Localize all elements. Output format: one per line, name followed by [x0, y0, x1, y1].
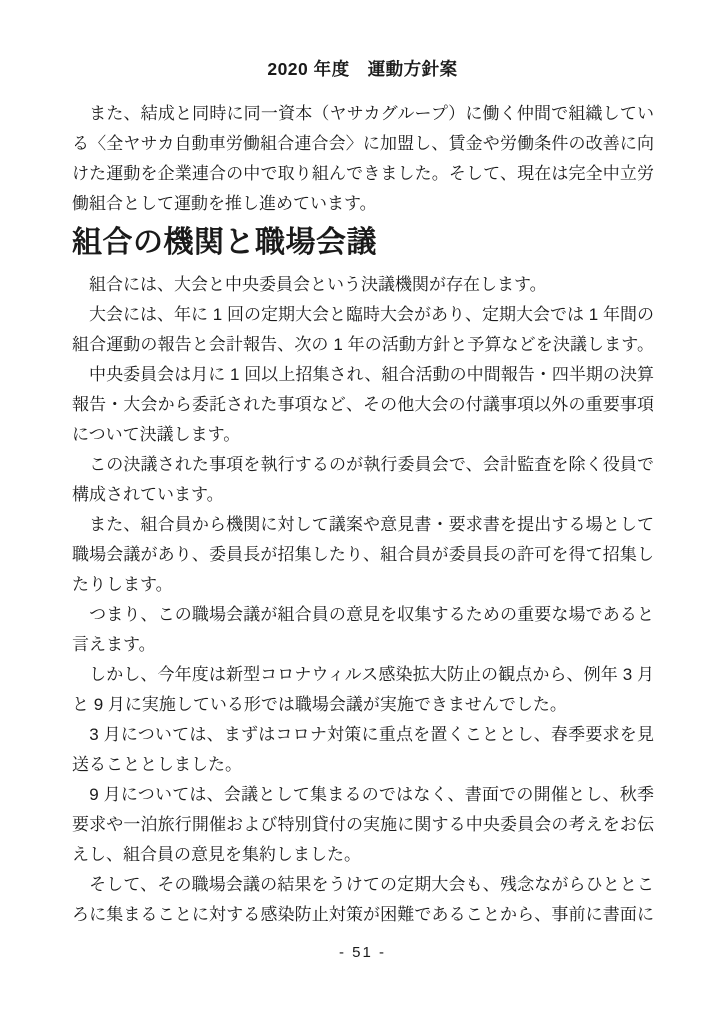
- paragraph: [72, 600, 654, 660]
- document-body: [72, 99, 654, 930]
- paragraph: [72, 660, 654, 720]
- paragraph-line: について決議します。: [72, 425, 241, 444]
- paragraph-line: ろに集まることに対する感染防止対策が困難であることから、事前に書面に: [72, 905, 654, 924]
- paragraph-line: けた運動を企業連合の中で取り組んできました。そして、現在は完全中立労: [72, 164, 654, 183]
- paragraph-line: る〈全ヤサカ自動車労働組合連合会〉に加盟し、賃金や労働条件の改善に向: [72, 134, 654, 153]
- paragraph-line: 組合には、大会と中央委員会という決議機関が存在します。: [72, 275, 547, 294]
- paragraph: [72, 870, 654, 930]
- document-title: 2020 年度 運動方針案: [267, 59, 458, 79]
- paragraph-line: 送ることとしました。: [72, 755, 242, 774]
- paragraph-line: 言えます。: [72, 635, 156, 654]
- page-number: - 51 -: [338, 944, 386, 961]
- paragraph-line: 大会には、年に 1 回の定期大会と臨時大会があり、定期大会では 1 年間の: [72, 305, 654, 324]
- paragraph: [72, 270, 654, 300]
- paragraph: [72, 360, 654, 450]
- paragraph-line: 3 月については、まずはコロナ対策に重点を置くこととし、春季要求を見: [72, 725, 654, 744]
- paragraph-line: また、組合員から機関に対して議案や意見書・要求書を提出する場として: [72, 515, 654, 534]
- paragraph-line: 中央委員会は月に 1 回以上招集され、組合活動の中間報告・四半期の決算: [72, 365, 654, 384]
- paragraph: [72, 780, 654, 870]
- paragraph: [72, 450, 654, 510]
- paragraph-line: 構成されています。: [72, 485, 224, 504]
- paragraph-line: と 9 月に実施している形では職場会議が実施できませんでした。: [72, 695, 567, 714]
- paragraph-line: また、結成と同時に同一資本（ヤサカグループ）に働く仲間で組織してい: [72, 104, 654, 123]
- paragraph-line: えし、組合員の意見を集約しました。: [72, 845, 361, 864]
- section-heading: 組合の機関と職場会議: [72, 226, 377, 259]
- paragraph: [72, 300, 654, 360]
- paragraph: [72, 720, 654, 780]
- paragraph-line: 報告・大会から委託された事項など、その他大会の付議事項以外の重要事項: [72, 395, 654, 414]
- paragraph-line: 要求や一泊旅行開催および特別貸付の実施に関する中央委員会の考えをお伝: [72, 815, 654, 834]
- paragraph-line: 職場会議があり、委員長が招集したり、組合員が委員長の許可を得て招集し: [72, 545, 654, 564]
- paragraph-line: しかし、今年度は新型コロナウィルス感染拡大防止の観点から、例年 3 月: [72, 665, 654, 684]
- paragraph: [72, 510, 654, 600]
- paragraph-line: たりします。: [72, 575, 173, 594]
- paragraph-line: つまり、この職場会議が組合員の意見を収集するための重要な場であると: [72, 605, 654, 624]
- paragraph-line: そして、その職場会議の結果をうけての定期大会も、残念ながらひととこ: [72, 875, 654, 894]
- paragraph-line: この決議された事項を執行するのが執行委員会で、会計監査を除く役員で: [72, 455, 654, 474]
- paragraph-line: 組合運動の報告と会計報告、次の 1 年の活動方針と予算などを決議します。: [72, 335, 654, 354]
- paragraph-line: 働組合として運動を推し進めています。: [72, 194, 377, 213]
- paragraph: [72, 99, 654, 219]
- paragraph-line: 9 月については、会議として集まるのではなく、書面での開催とし、秋季: [72, 785, 654, 804]
